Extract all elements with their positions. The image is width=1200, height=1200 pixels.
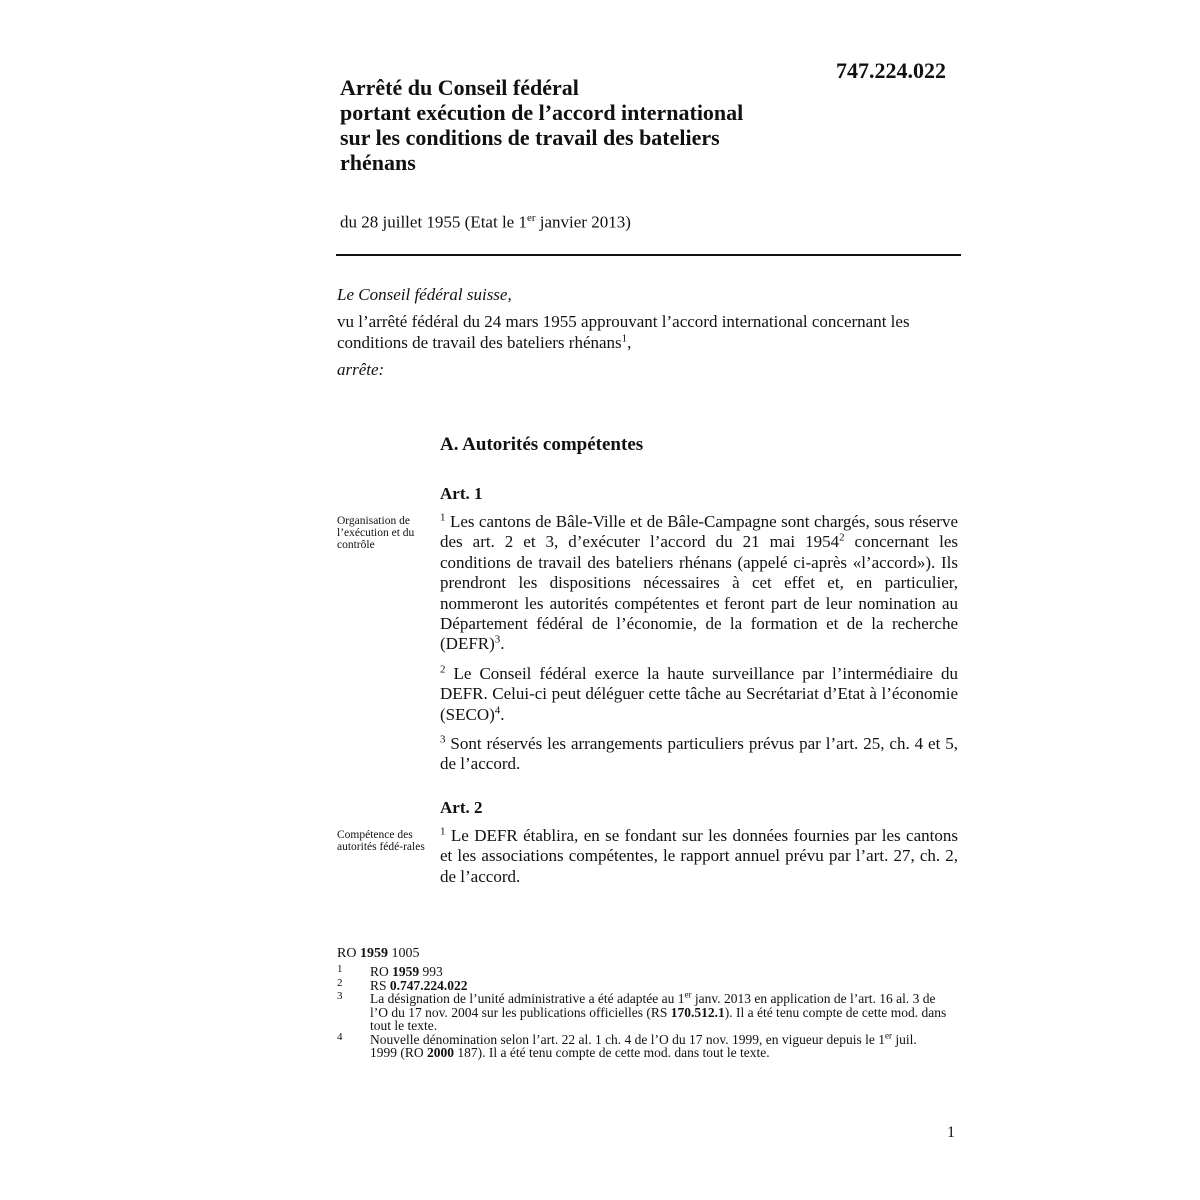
article-heading: Art. 2 — [440, 798, 483, 817]
footnote — [337, 965, 947, 979]
footnote-text: janv. 2013 en application de l’art. 16 al. 3 de l’O du 17 nov. 2004 sur les publications officielles (RS — [370, 991, 936, 1020]
article-heading: Art. 1 — [440, 484, 483, 503]
date-superscript: er — [526, 212, 536, 224]
section-title: A. Autorités compétentes — [440, 434, 644, 455]
footnote-superscript: er — [885, 1030, 893, 1040]
paragraph-number: 1 — [440, 825, 446, 838]
footnote-number: 2 — [337, 976, 343, 989]
footnote-superscript: er — [684, 989, 692, 1000]
title-line: portant exécution de l’accord international — [340, 100, 744, 125]
paragraph-text: Le Conseil fédéral exerce la haute surveillance par l’intermédiaire du DEFR. Celui-ci peut déléguer cette tâche au Secrétariat d’Etat à l’économie (SECO) — [440, 663, 958, 724]
footnote-bold: 1959 — [392, 964, 420, 979]
footnote-text: juil. 1999 (RO — [370, 1031, 917, 1060]
article-body — [440, 512, 958, 784]
footnote-bold: 170.512.1 — [670, 1004, 725, 1020]
paragraph-text: Le DEFR établira, en se fondant sur les données fournies par les cantons et les associations compétentes, le rapport annuel prévu par l’art. 27, ch. 2, de l’accord. — [440, 826, 958, 886]
footnote-number: 3 — [337, 990, 343, 1002]
footnote-text: La désignation de l’unité administrative a été adaptée au 1 — [370, 991, 685, 1006]
footnote-text: 993 — [419, 964, 443, 979]
title-line: Arrêté du Conseil fédéral — [340, 75, 579, 100]
footnote — [337, 976, 947, 993]
ro-page: 1005 — [387, 946, 420, 961]
footnote-bold: 2000 — [427, 1045, 454, 1060]
footnote-ref[interactable]: 2 — [839, 531, 845, 544]
article-paragraph — [440, 826, 958, 887]
document-date — [340, 212, 631, 233]
ro-reference — [337, 946, 419, 962]
footnote-text: 187). Il a été tenu compte de cette mod. dans tout le texte. — [454, 1045, 770, 1060]
preamble-considering — [337, 311, 961, 353]
paragraph-number: 2 — [440, 663, 446, 676]
date-suffix: janvier 2013) — [535, 212, 631, 232]
preamble-decrees: arrête: — [337, 360, 385, 379]
paragraph-number: 1 — [440, 511, 446, 524]
footnote-ref[interactable]: 3 — [494, 633, 501, 646]
footnote-text: RO — [370, 964, 393, 979]
footnote — [337, 1030, 947, 1060]
paragraph-text: . — [500, 634, 505, 654]
page-number: 1 — [947, 1124, 955, 1141]
title-line: rhénans — [340, 150, 416, 175]
footnote-ref[interactable]: 4 — [494, 704, 501, 716]
ro-prefix: RO — [337, 946, 360, 961]
footnote — [337, 989, 947, 1033]
article-paragraph — [440, 512, 958, 655]
considering-end: , — [627, 333, 632, 352]
sr-number: 747.224.022 — [836, 58, 946, 83]
considering-text: vu l’arrêté fédéral du 24 mars 1955 approuvant l’accord international concernant les conditions de travail des bateliers rhénans — [337, 312, 910, 352]
footnote-text: ). Il a été tenu compte de cette mod. dans tout le texte. — [370, 1004, 947, 1033]
date-prefix: du 28 juillet 1955 (Etat le 1 — [340, 212, 527, 232]
paragraph-text: Les cantons de Bâle-Ville et de Bâle-Campagne sont chargés, sous réserve des art. 2 et 3, d’exécuter l’accord du 21 mai 1954 — [440, 512, 958, 552]
preamble — [337, 284, 961, 386]
preamble-authority: Le Conseil fédéral suisse, — [337, 285, 512, 304]
title-line: sur les conditions de travail des bateliers — [340, 125, 720, 150]
paragraph-text: Sont réservés les arrangements particuliers prévus par l’art. 25, ch. 4 et 5, de l’accord. — [440, 734, 958, 774]
margin-note: Compétence des autorités fédé-rales — [337, 829, 425, 853]
footnote-number: 4 — [337, 1030, 343, 1043]
article-body — [440, 826, 958, 896]
article-paragraph — [440, 664, 958, 725]
header-rule — [336, 254, 961, 256]
document-title — [340, 75, 820, 175]
article-paragraph — [440, 734, 958, 775]
footnotes — [337, 965, 947, 1060]
paragraph-number: 3 — [440, 733, 446, 746]
paragraph-text: . — [500, 704, 505, 724]
paragraph-text: concernant les conditions de travail des bateliers rhénans (appelé ci-après «l’accord»). Ils prendront les dispositions nécessaires à cet effet et, en particulier, nommeront les autorités compétentes et feront part de leur nomination au Département fédéral de l’économie, de la formation et de la recherche (DEFR) — [440, 532, 958, 654]
ro-year: 1959 — [359, 946, 388, 961]
footnote-text: RS — [370, 977, 390, 993]
footnote-ref[interactable]: 1 — [621, 332, 628, 345]
footnote-number: 1 — [337, 963, 343, 975]
margin-note: Organisation de l’exécution et du contrôle — [337, 515, 415, 551]
footnote-bold: 0.747.224.022 — [389, 977, 468, 993]
footnote-text: Nouvelle dénomination selon l’art. 22 al. 1 ch. 4 de l’O du 17 nov. 1999, en vigueur depuis le 1 — [370, 1031, 886, 1047]
